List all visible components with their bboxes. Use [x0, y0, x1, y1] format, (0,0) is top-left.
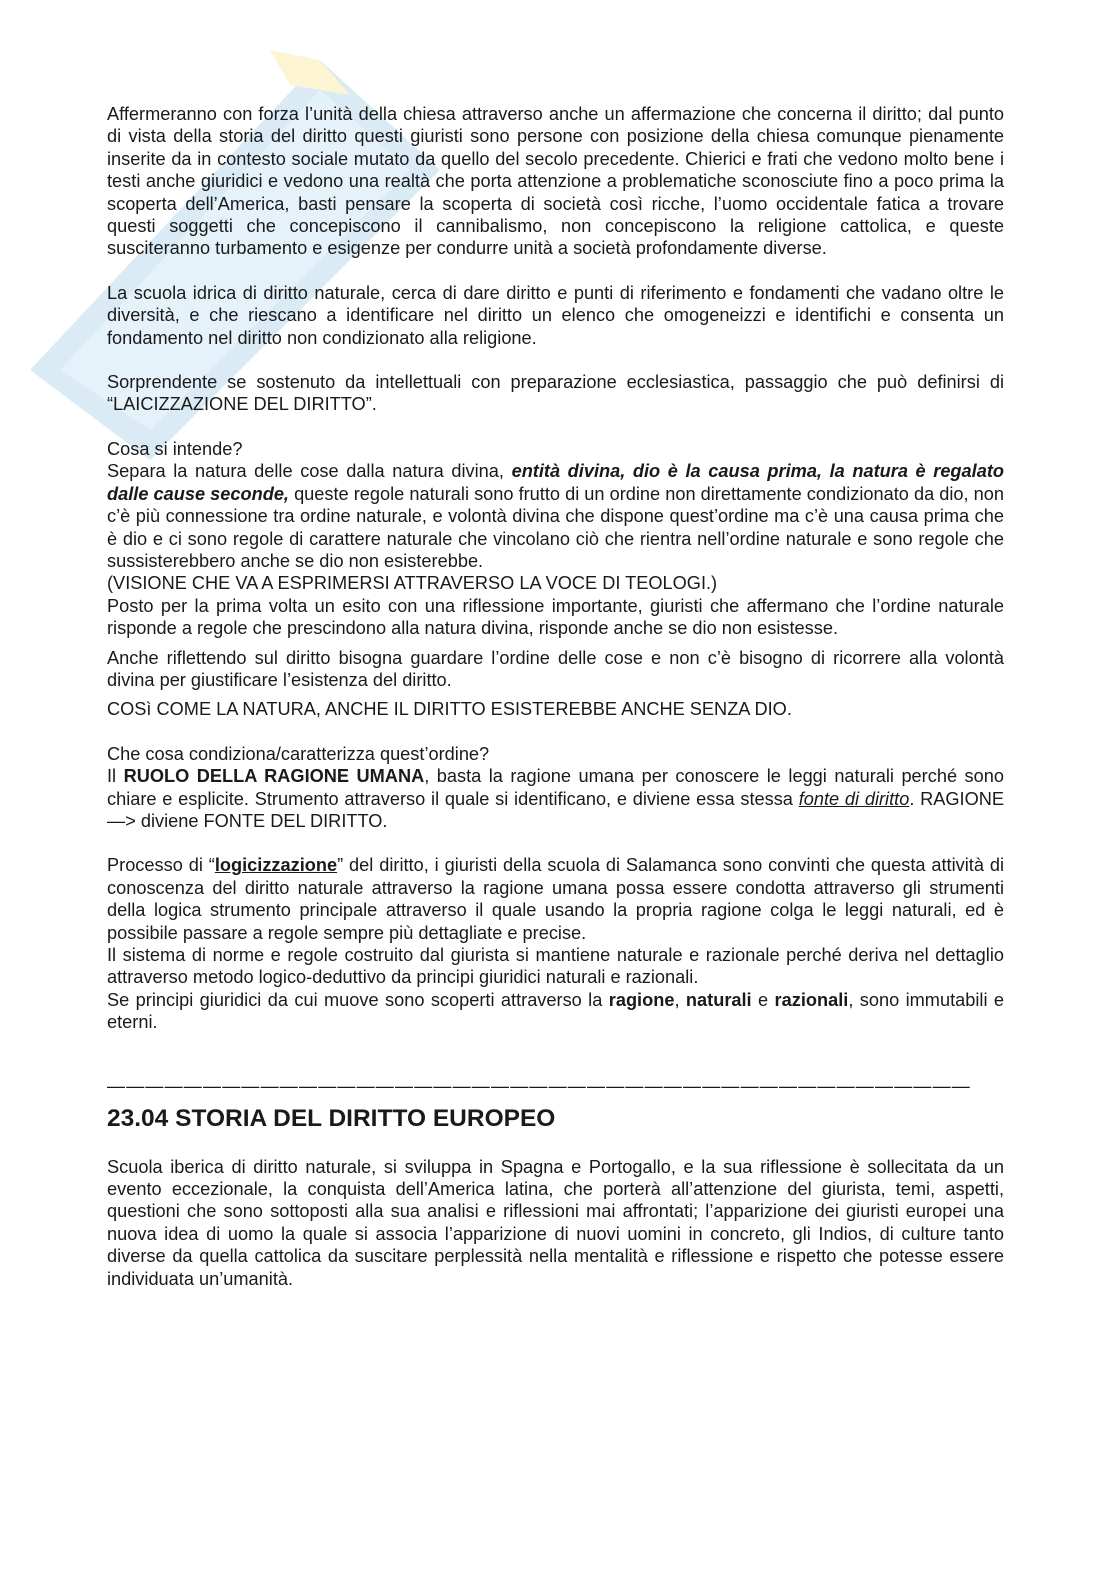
paragraph-5: [107, 460, 1004, 572]
bold-text: RUOLO DELLA RAGIONE UMANA: [123, 766, 425, 787]
paragraph-15: Scuola iberica di diritto naturale, si sviluppa in Spagna e Portogallo, e la sua riflessione è sollecitata da un evento eccezionale, la conquista dell’America latina, che porterà all’attenzione del giurista, temi, aspetti, questioni che sono sottoposti alla sua analisi e riflessioni mai affrontati; l’apparizione dei giuristi europei una nuova idea di uomo la quale si associa l’apparizione di nuovi uomini in concreto, gli Indios, di culture tanto diverse da quella cattolica da suscitare perplessità nella mentalità e riflessione e rispetto che potesse essere individuata un’umanità.: [107, 1156, 1004, 1289]
paragraph-4: Cosa si intende?: [107, 438, 243, 459]
text-run: Separa la natura delle cose dalla natura divina,: [107, 461, 512, 482]
bold-text: naturali: [685, 989, 752, 1010]
text-run: queste regole naturali sono frutto di un ordine non direttamente condizionato da dio, non c’è più connessione tra ordine naturale, e volontà divina che dispone quest’ordine ma c’è una causa prima che è dio e ci sono regole di carattere naturale che vincolano ciò che rientra nell’ordine naturale e sono regole che sussisterebbero anche se dio non esisterebbe.: [107, 483, 1005, 571]
paragraph-7: Posto per la prima volta un esito con una riflessione importante, giuristi che affermano che l’ordine naturale risponde a regole che prescindono alla natura divina, risponde anche se dio non esistesse.: [107, 595, 1004, 639]
text-run: ” del diritto, i giuristi della scuola di Salamanca sono convinti che questa attività di conoscenza del diritto naturale attraverso la ragione umana possa essere condotta attraverso gli strumenti della logica strumento principale attraverso il quale usando la propria ragione colga le leggi naturali, ed è possibile passare a regole sempre più dettagliate e precise.: [107, 855, 1004, 943]
section-divider: —————————————————————————————————————————————: [107, 1075, 971, 1096]
text-run: , basta la ragione umana per conoscere le leggi naturali perché sono chiare e esplicite. Strumento attraverso il quale si identificano, e diviene essa stessa: [107, 766, 1004, 809]
paragraph-13: Il sistema di norme e regole costruito dal giurista si mantiene naturale e razionale perché deriva nel dettaglio attraverso metodo logico-deduttivo da principi giuridici naturali e razionali.: [107, 945, 1004, 988]
text-run: Il: [107, 766, 124, 787]
paragraph-1: Affermeranno con forza l’unità della chiesa attraverso anche un affermazione che concerna il diritto; dal punto di vista della storia del diritto questi giuristi sono persone con posizione della chiesa comunque pienamente inserite da in contesto sociale mutato da quello del secolo precedente. Chierici e frati che vedono molto bene i testi anche giuridici e vedono una realtà che porta attenzione a problematiche sconosciute fino a poco prima la scoperta dell’America, basti pensare la scoperta di società così ricche, l’uomo occidentale fatica a trovare questi soggetti che concepiscono il cannibalismo, non concepiscono la religione cattolica, e queste susciteranno turbamento e esigenze per condurre unità a società profondamente diverse.: [107, 104, 1004, 259]
paragraph-2: La scuola idrica di diritto naturale, cerca di dare diritto e punti di riferimento e fondamenti che vadano oltre le diversità, e che riescano a identificare nel diritto un elenco che omogeneizzi e identifichi e consenta un fondamento nel diritto non condizionato alla religione.: [107, 282, 1004, 348]
section-heading: 23.04 STORIA DEL DIRITTO EUROPEO: [107, 1104, 556, 1132]
paragraph-6: (VISIONE CHE VA A ESPRIMERSI ATTRAVERSO LA VOCE DI TEOLOGI.): [107, 573, 718, 594]
paragraph-12: [107, 854, 1004, 944]
paragraph-14: [107, 989, 1004, 1034]
text-run: , sono immutabili e eterni.: [107, 989, 1004, 1033]
italic-underlined-text: fonte di diritto: [798, 788, 910, 809]
text-run: Se principi giuridici da cui muove sono scoperti attraverso la: [107, 989, 609, 1010]
text-run: e: [751, 989, 775, 1010]
paragraph-9: COSì COME LA NATURA, ANCHE IL DIRITTO ESISTEREBBE ANCHE SENZA DIO.: [107, 699, 792, 720]
paragraph-10: Che cosa condiziona/caratterizza quest’ordine?: [107, 743, 490, 764]
text-run: . RAGIONE—> diviene FONTE DEL DIRITTO.: [107, 788, 1005, 831]
bold-text: razionali: [774, 989, 849, 1010]
document-page: [107, 103, 1004, 1290]
paragraph-8: Anche riflettendo sul diritto bisogna guardare l’ordine delle cose e non c’è bisogno di ricorrere alla volontà divina per giustificare l’esistenza del diritto.: [107, 647, 1004, 690]
paragraph-3: Sorprendente se sostenuto da intellettuali con preparazione ecclesiastica, passaggio che può definirsi di “LAICIZZAZIONE DEL DIRITTO”.: [107, 372, 1004, 415]
paragraph-11: [107, 765, 1004, 832]
emphasis-text: entità divina, dio è la causa prima, la natura è regalato dalle cause seconde,: [107, 461, 1004, 504]
text-run: ,: [674, 989, 686, 1010]
bold-text: ragione: [608, 989, 675, 1010]
bold-underlined-text: logicizzazione: [214, 855, 338, 876]
text-run: Processo di “: [107, 855, 215, 876]
